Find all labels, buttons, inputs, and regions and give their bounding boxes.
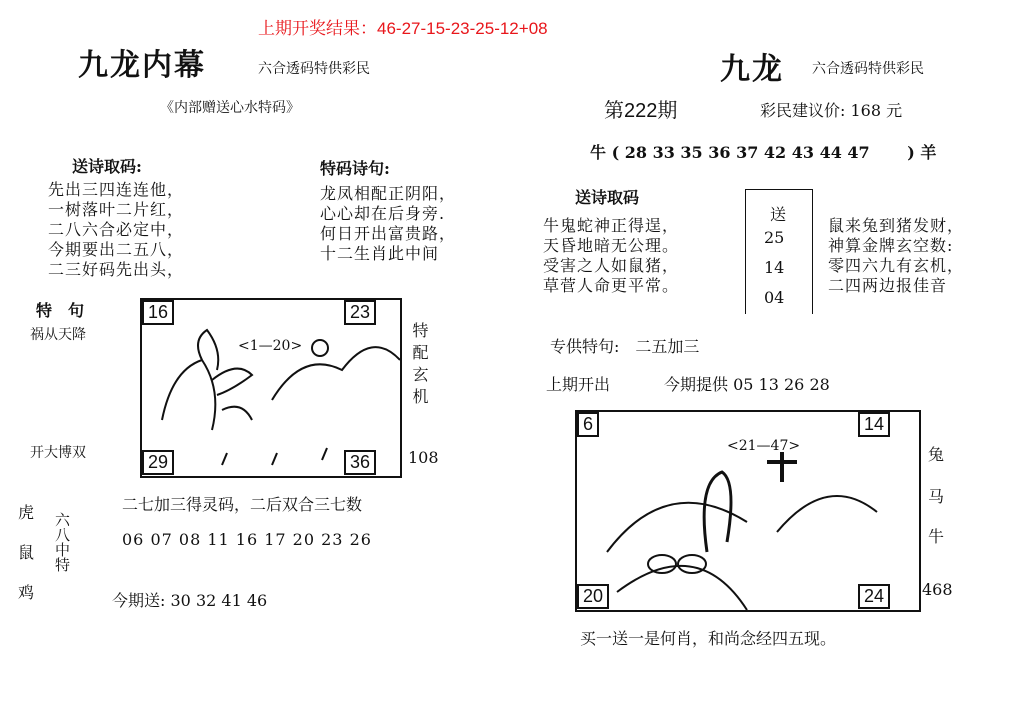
poem-line: 天昏地暗无公理。 (543, 236, 680, 255)
right-special (550, 334, 699, 357)
zodiac-numbers: ( 28 33 35 36 37 42 43 44 47 ) (611, 143, 915, 162)
sketch-number: 14 (858, 412, 890, 437)
poem-line: 何日开出富贵路， (320, 224, 457, 243)
poem-line: 二四两边报佳音 (828, 276, 948, 295)
zodiac-numbers-row (590, 140, 936, 163)
left-tip: 二七加三得灵码，二后双合三七数 (122, 495, 363, 514)
poem-line: 先出三四连连他， (48, 180, 185, 199)
right-poem2 (828, 216, 964, 296)
zodiac-vertical: 六八中特 (53, 512, 71, 572)
today-label: 今期提供 (664, 375, 729, 394)
left-poem2 (320, 184, 456, 264)
poem-line: 草菅人命更平常。 (543, 276, 680, 295)
right-subtitle: 六合透码特供彩民 (812, 61, 924, 77)
left-special-label: 特 句 (36, 301, 85, 320)
poem-line: 一树落叶二片红， (48, 200, 185, 219)
right-sketch (575, 410, 921, 612)
left-numbers: 06 07 08 11 16 17 20 23 26 (122, 530, 372, 549)
send-number: 14 (764, 258, 785, 277)
send-number: 25 (764, 228, 785, 247)
right-poem-title: 送诗取码 (575, 188, 640, 207)
send-label: 送 (770, 205, 787, 224)
poem-line: 零四六九有玄机， (828, 256, 965, 275)
zodiac: 虎 (18, 503, 35, 522)
today-numbers: 05 13 26 28 (733, 375, 830, 394)
last-result (258, 14, 548, 39)
sketch-number: 29 (142, 450, 174, 475)
left-side-number: 108 (408, 448, 439, 467)
left-inner-title: 《内部赠送心水特码》 (160, 100, 300, 116)
side-zodiac: 兔 (928, 445, 945, 464)
issue-number: 第222期 (604, 100, 678, 122)
last-open-label: 上期开出 (546, 375, 611, 394)
left-poem1 (48, 180, 184, 280)
sketch-number: 23 (344, 300, 376, 325)
footer-text: 买一送一是何肖，和尚念经四五现。 (580, 629, 837, 648)
poem-line: 龙凤相配正阴阳， (320, 184, 457, 203)
poem-line: 心心却在后身旁. (320, 204, 446, 223)
poem-line: 二三好码先出头， (48, 260, 185, 279)
left-side-vertical: 特配玄机 (410, 322, 429, 410)
today-numbers: 30 32 41 46 (170, 591, 268, 610)
right-side-number: 468 (922, 580, 953, 599)
sketch-number: 24 (858, 584, 890, 609)
poem-line: 鼠来兔到猪发财， (828, 216, 965, 235)
side-zodiac: 马 (928, 487, 945, 506)
last-result-label: 上期开奖结果： (258, 19, 377, 38)
right-title: 九龙 (720, 52, 784, 87)
zodiac: 鸡 (18, 583, 35, 602)
sketch-number: 20 (577, 584, 609, 609)
zodiac-right: 羊 (920, 143, 937, 162)
poem-line: 受害之人如鼠猪， (543, 256, 680, 275)
poem-line: 二八六合必定中， (48, 220, 185, 239)
right-today (664, 372, 830, 395)
left-title: 九龙内幕 (78, 48, 206, 83)
sketch-number: 16 (142, 300, 174, 325)
poem-line: 神算金牌玄空数: (828, 236, 954, 255)
left-poem2-title: 特码诗句: (320, 159, 390, 178)
last-result-numbers: 46-27-15-23-25-12+08 (377, 19, 548, 38)
sketch-number: 6 (577, 412, 599, 437)
poem-line: 今期要出二五八， (48, 240, 185, 259)
side-zodiac: 牛 (928, 527, 945, 546)
sketch-note: <1—20> (238, 338, 303, 354)
left-today (112, 588, 267, 611)
special-label: 专供特句: (550, 337, 620, 356)
left-subtitle: 六合透码特供彩民 (258, 61, 370, 77)
poem-line: 十二生肖此中间 (320, 244, 440, 263)
send-number: 04 (764, 288, 785, 307)
zodiac: 鼠 (18, 543, 35, 562)
left-special-text: 祸从天降 (30, 327, 86, 343)
special-text: 二五加三 (635, 337, 700, 356)
sketch-number: 36 (344, 450, 376, 475)
left-poem1-title: 送诗取码: (72, 157, 142, 176)
zodiac-left: 牛 (590, 143, 607, 162)
today-label: 今期送: (112, 591, 166, 610)
left-open-text: 开大博双 (30, 445, 86, 461)
poem-line: 牛鬼蛇神正得逞， (543, 216, 680, 235)
price: 彩民建议价: 168 元 (760, 101, 903, 120)
sketch-note: <21—47> (727, 438, 801, 454)
right-poem1 (543, 216, 679, 296)
send-box (745, 189, 813, 314)
